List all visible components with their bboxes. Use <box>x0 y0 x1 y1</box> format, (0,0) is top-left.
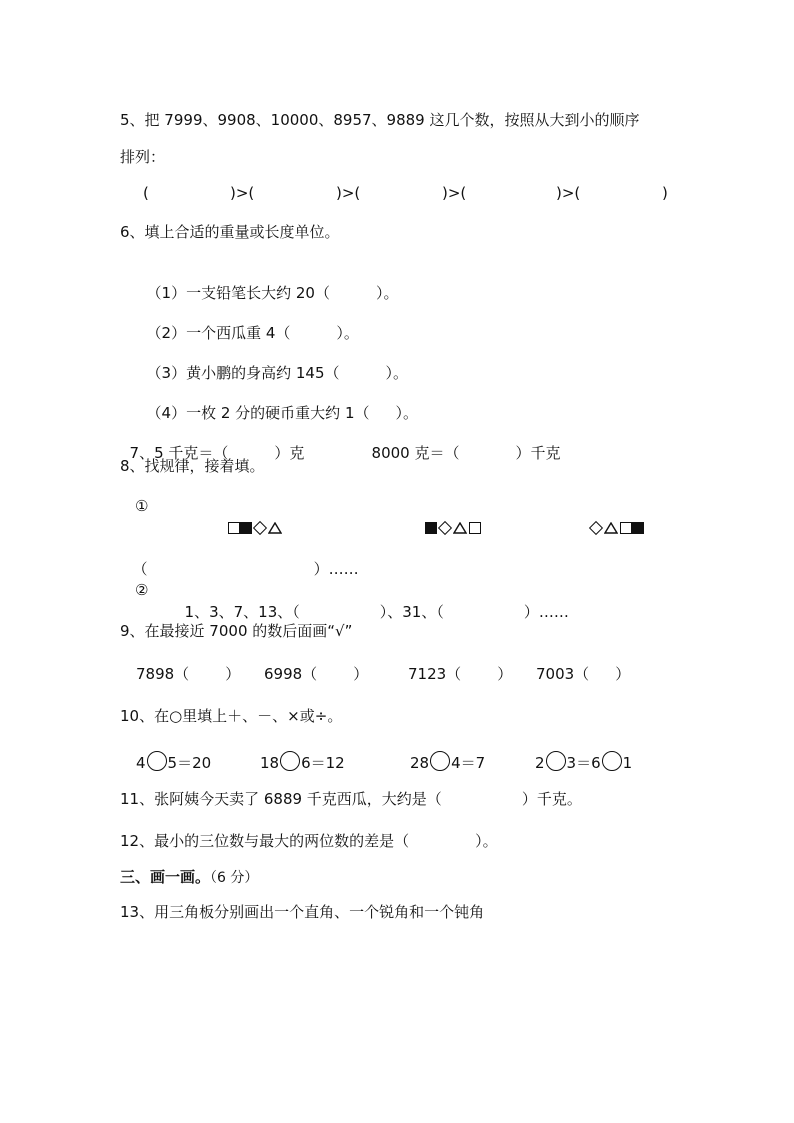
circle-blank-icon[interactable] <box>147 751 167 771</box>
q8-answer-1 <box>123 536 359 580</box>
q6-item-3 <box>137 340 408 384</box>
q9-number-2: 6998（ <box>264 665 318 683</box>
q8-marker-1: ① <box>135 497 149 515</box>
section-3-heading <box>120 866 258 889</box>
q11-pre: 11、张阿姨今天卖了 6889 千克西瓜，大约是（ <box>120 790 442 808</box>
section-3-title: 三、画一画。 <box>120 868 211 886</box>
q9-option-1 <box>136 663 240 685</box>
section-3-score: （6 分） <box>210 870 259 886</box>
q10-eq1-b: 5＝20 <box>167 754 212 772</box>
q10-eq3-a: 28 <box>410 754 430 772</box>
q10-equation-3 <box>410 751 485 774</box>
q5-paren-3[interactable]: )>( <box>442 184 467 202</box>
diamond-icon <box>437 521 451 535</box>
q6-item-2-pre: （2）一个西瓜重 4（ <box>146 324 291 342</box>
q7-part2-pre: 8000 克＝（ <box>371 444 460 462</box>
q8-title: 8、找规律，接着填。 <box>120 457 265 475</box>
q5-line1: 5、把 7999、9908、10000、8957、9889 这几个数，按照从大到小的顺序 <box>120 111 640 129</box>
q6-item-4 <box>137 380 418 424</box>
q10-equation-2 <box>260 751 345 774</box>
q13: 13、用三角板分别画出一个直角、一个锐角和一个钝角 <box>120 903 485 921</box>
q10-eq2-b: 6＝12 <box>301 754 345 772</box>
diamond-icon <box>588 521 602 535</box>
circle-blank-icon[interactable] <box>602 751 622 771</box>
q6-item-1-post: ）。 <box>375 284 399 302</box>
q11-post: ）千克。 <box>521 790 582 808</box>
q8-answer-1-close: ）…… <box>313 560 359 578</box>
white-square-icon <box>228 522 240 534</box>
q12 <box>120 830 498 852</box>
q10-equation-1 <box>136 751 211 774</box>
q10-eq4-c: 1 <box>622 754 633 772</box>
q8-seq-post: ）…… <box>523 603 569 621</box>
q10-title: 10、在○里填上＋、－、×或÷。 <box>120 707 343 725</box>
white-square-icon <box>469 522 481 534</box>
q8-answer-1-open: （ <box>132 560 148 578</box>
q8-pattern-1 <box>218 495 282 539</box>
q6-item-2-post: ）。 <box>336 324 359 342</box>
q5-paren-4[interactable]: )>( <box>556 184 581 202</box>
q9-close-1: ） <box>225 665 241 683</box>
q6-item-4-pre: （4）一枚 2 分的硬币重大约 1（ <box>146 404 370 422</box>
q5-line2: 排列： <box>120 148 166 166</box>
q10-eq4-b: 3＝6 <box>566 754 601 772</box>
q9-close-2: ） <box>353 665 369 683</box>
triangle-icon <box>604 522 618 534</box>
q8-seq-pre: 1、3、7、13、（ <box>184 603 300 621</box>
q10-eq2-a: 18 <box>260 754 280 772</box>
triangle-icon <box>453 522 467 534</box>
q10-eq4-a: 2 <box>535 754 545 772</box>
black-square-icon <box>632 522 644 534</box>
circle-blank-icon[interactable] <box>430 751 450 771</box>
q8-marker-2: ② <box>135 581 149 599</box>
q7-part2 <box>362 420 561 464</box>
q6-item-2 <box>137 300 359 344</box>
white-square-icon <box>620 522 632 534</box>
q9-option-2 <box>264 663 368 685</box>
q8-pattern-3 <box>578 495 644 539</box>
q9-title: 9、在最接近 7000 的数后面画“√” <box>120 622 353 640</box>
q9-number-3: 7123（ <box>408 665 462 683</box>
q7-part1-pre: 7、5 千克＝（ <box>129 444 229 462</box>
diamond-icon <box>252 521 266 535</box>
q6-item-3-pre: （3）黄小鹏的身高约 145（ <box>146 364 340 382</box>
triangle-icon <box>268 522 282 534</box>
q9-close-4: ） <box>615 665 631 683</box>
q9-option-4 <box>536 663 630 685</box>
q8-seq-mid: ）、31、（ <box>379 603 444 621</box>
q8-sequence <box>175 579 569 623</box>
q10-eq3-b: 4＝7 <box>451 754 486 772</box>
q6-title: 6、填上合适的重量或长度单位。 <box>120 223 340 241</box>
q5-paren-5[interactable]: ) <box>662 184 668 202</box>
q10-eq1-a: 4 <box>136 754 146 772</box>
q6-item-1 <box>137 260 398 304</box>
q9-option-3 <box>408 663 512 685</box>
circle-blank-icon[interactable] <box>546 751 566 771</box>
q5-paren-2[interactable]: )>( <box>336 184 361 202</box>
q5-paren-0: ( <box>143 184 149 202</box>
q6-item-1-pre: （1）一支铅笔长大约 20（ <box>146 284 330 302</box>
q10-equation-4 <box>535 751 632 774</box>
q12-pre: 12、最小的三位数与最大的两位数的差是（ <box>120 832 410 850</box>
q5-paren-1[interactable]: )>( <box>230 184 255 202</box>
q9-close-3: ） <box>497 665 513 683</box>
circle-blank-icon[interactable] <box>280 751 300 771</box>
q6-item-3-post: ）。 <box>385 364 409 382</box>
black-square-icon <box>240 522 252 534</box>
q7-part1-post: ）克 <box>274 444 305 462</box>
q7-part2-post: ）千克 <box>515 444 561 462</box>
q8-pattern-2 <box>415 495 481 539</box>
q6-item-4-post: ）。 <box>395 404 418 422</box>
q9-number-1: 7898（ <box>136 665 190 683</box>
q12-post: ）。 <box>475 832 498 850</box>
black-square-icon <box>425 522 437 534</box>
q9-number-4: 7003（ <box>536 665 590 683</box>
q11 <box>120 788 582 810</box>
